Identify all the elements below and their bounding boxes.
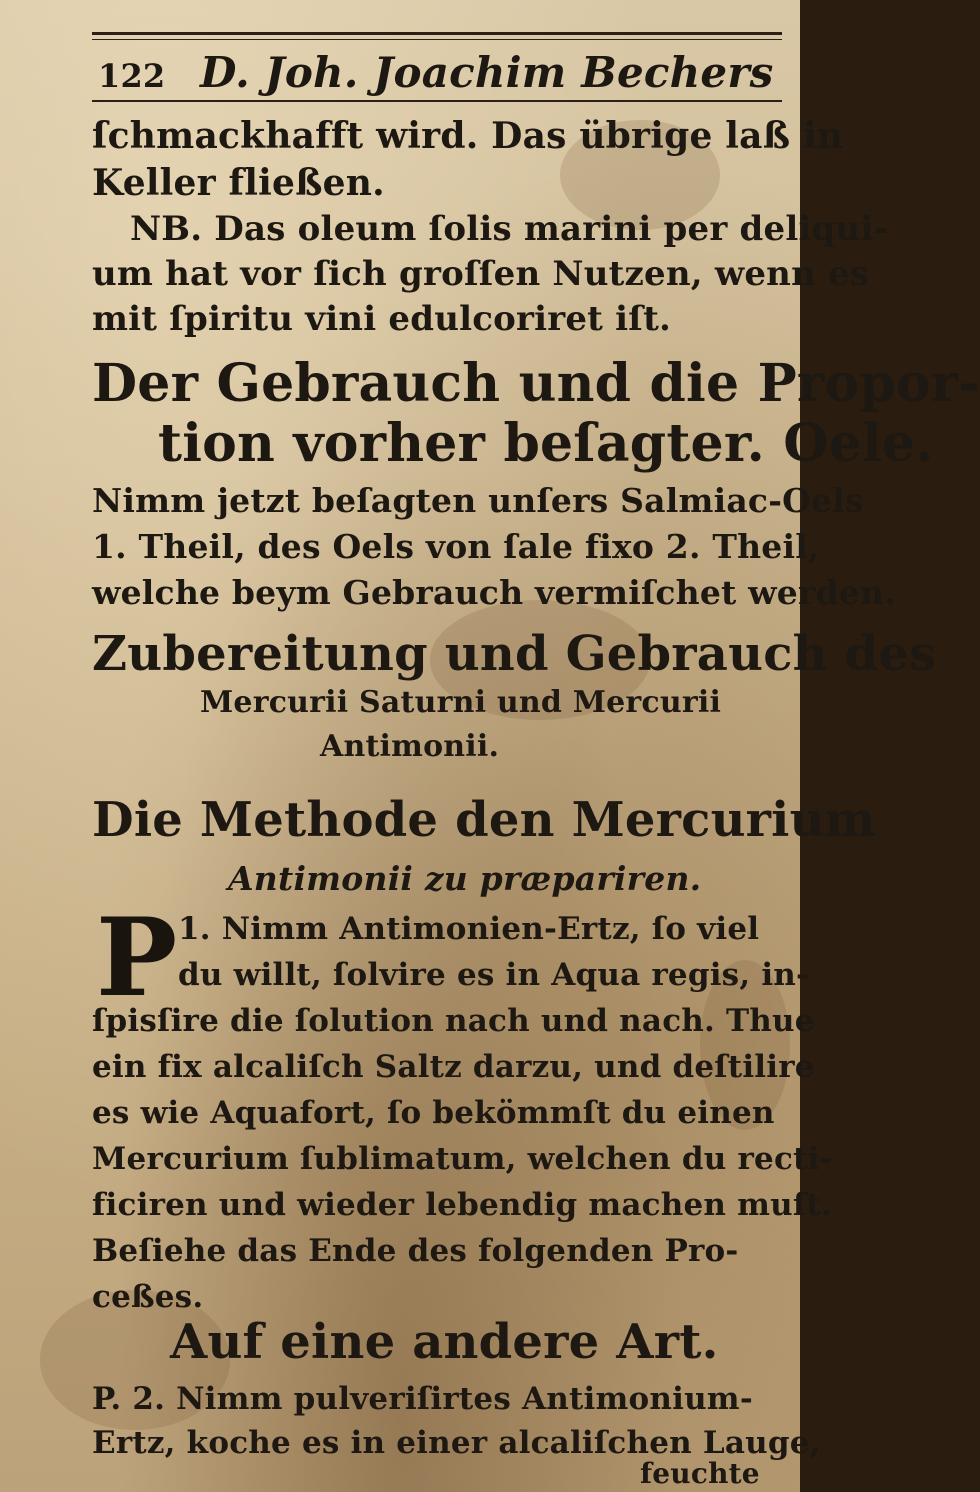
text-line: Nimm jetzt beſagten unſers Salmiac-Oels bbox=[92, 481, 864, 520]
section-heading: Zubereitung und Gebrauch des bbox=[92, 626, 937, 682]
section-heading: Der Gebrauch und die Propor- bbox=[92, 353, 980, 414]
section-heading: Die Methode den Mercurium bbox=[92, 792, 876, 848]
text-line: Mercurium ſublimatum, welchen du recti- bbox=[92, 1141, 833, 1177]
text-line: NB. Das oleum ſolis marini per deliqui- bbox=[130, 209, 888, 249]
top-rule bbox=[92, 32, 782, 35]
text-line: ein fix alcaliſch Saltz darzu, und deſtilire bbox=[92, 1049, 815, 1085]
text-line: 1. Nimm Antimonien-Ertz, ſo viel bbox=[178, 911, 760, 947]
catchword: feuchte bbox=[640, 1457, 760, 1490]
header-rule bbox=[92, 100, 782, 102]
section-subheading: Antimonii zu præpariren. bbox=[228, 859, 702, 898]
text-line: es wie Aquafort, ſo bekömmſt du einen bbox=[92, 1095, 775, 1131]
text-line: P. 2. Nimm pulveriſirtes Antimonium- bbox=[92, 1381, 753, 1417]
text-line: ſchmackhafft wird. Das übrige laß in bbox=[92, 115, 844, 157]
top-rule-thin bbox=[92, 39, 782, 40]
section-subheading: Antimonii. bbox=[320, 729, 500, 764]
text-line: mit ſpiritu vini edulcoriret iſt. bbox=[92, 299, 672, 339]
drop-cap: P bbox=[96, 895, 178, 1021]
page-number: 122 bbox=[98, 57, 166, 95]
text-line: du willt, ſolvire es in Aqua regis, in- bbox=[178, 957, 810, 993]
section-heading: tion vorher beſagter. Oele. bbox=[158, 413, 934, 474]
text-line: welche beym Gebrauch vermiſchet werden. bbox=[92, 573, 896, 612]
text-line: um hat vor ſich groſſen Nutzen, wenn es bbox=[92, 254, 870, 294]
section-heading: Auf eine andere Art. bbox=[170, 1314, 719, 1370]
text-line: Ertz, koche es in einer alcaliſchen Lauge, bbox=[92, 1425, 821, 1461]
text-line: ficiren und wieder lebendig machen muſt. bbox=[92, 1187, 832, 1223]
text-line: ſpisſire die ſolution nach und nach. Thue bbox=[92, 1003, 815, 1039]
text-line: ceßes. bbox=[92, 1279, 204, 1315]
running-title: D. Joh. Joachim Bechers bbox=[200, 48, 774, 97]
text-line: Beſiehe das Ende des folgenden Pro- bbox=[92, 1233, 739, 1269]
text-line: 1. Theil, des Oels von ſale fixo 2. Theil, bbox=[92, 527, 820, 566]
text-line: Keller fließen. bbox=[92, 162, 385, 204]
section-subheading: Mercurii Saturni und Mercurii bbox=[200, 685, 722, 720]
